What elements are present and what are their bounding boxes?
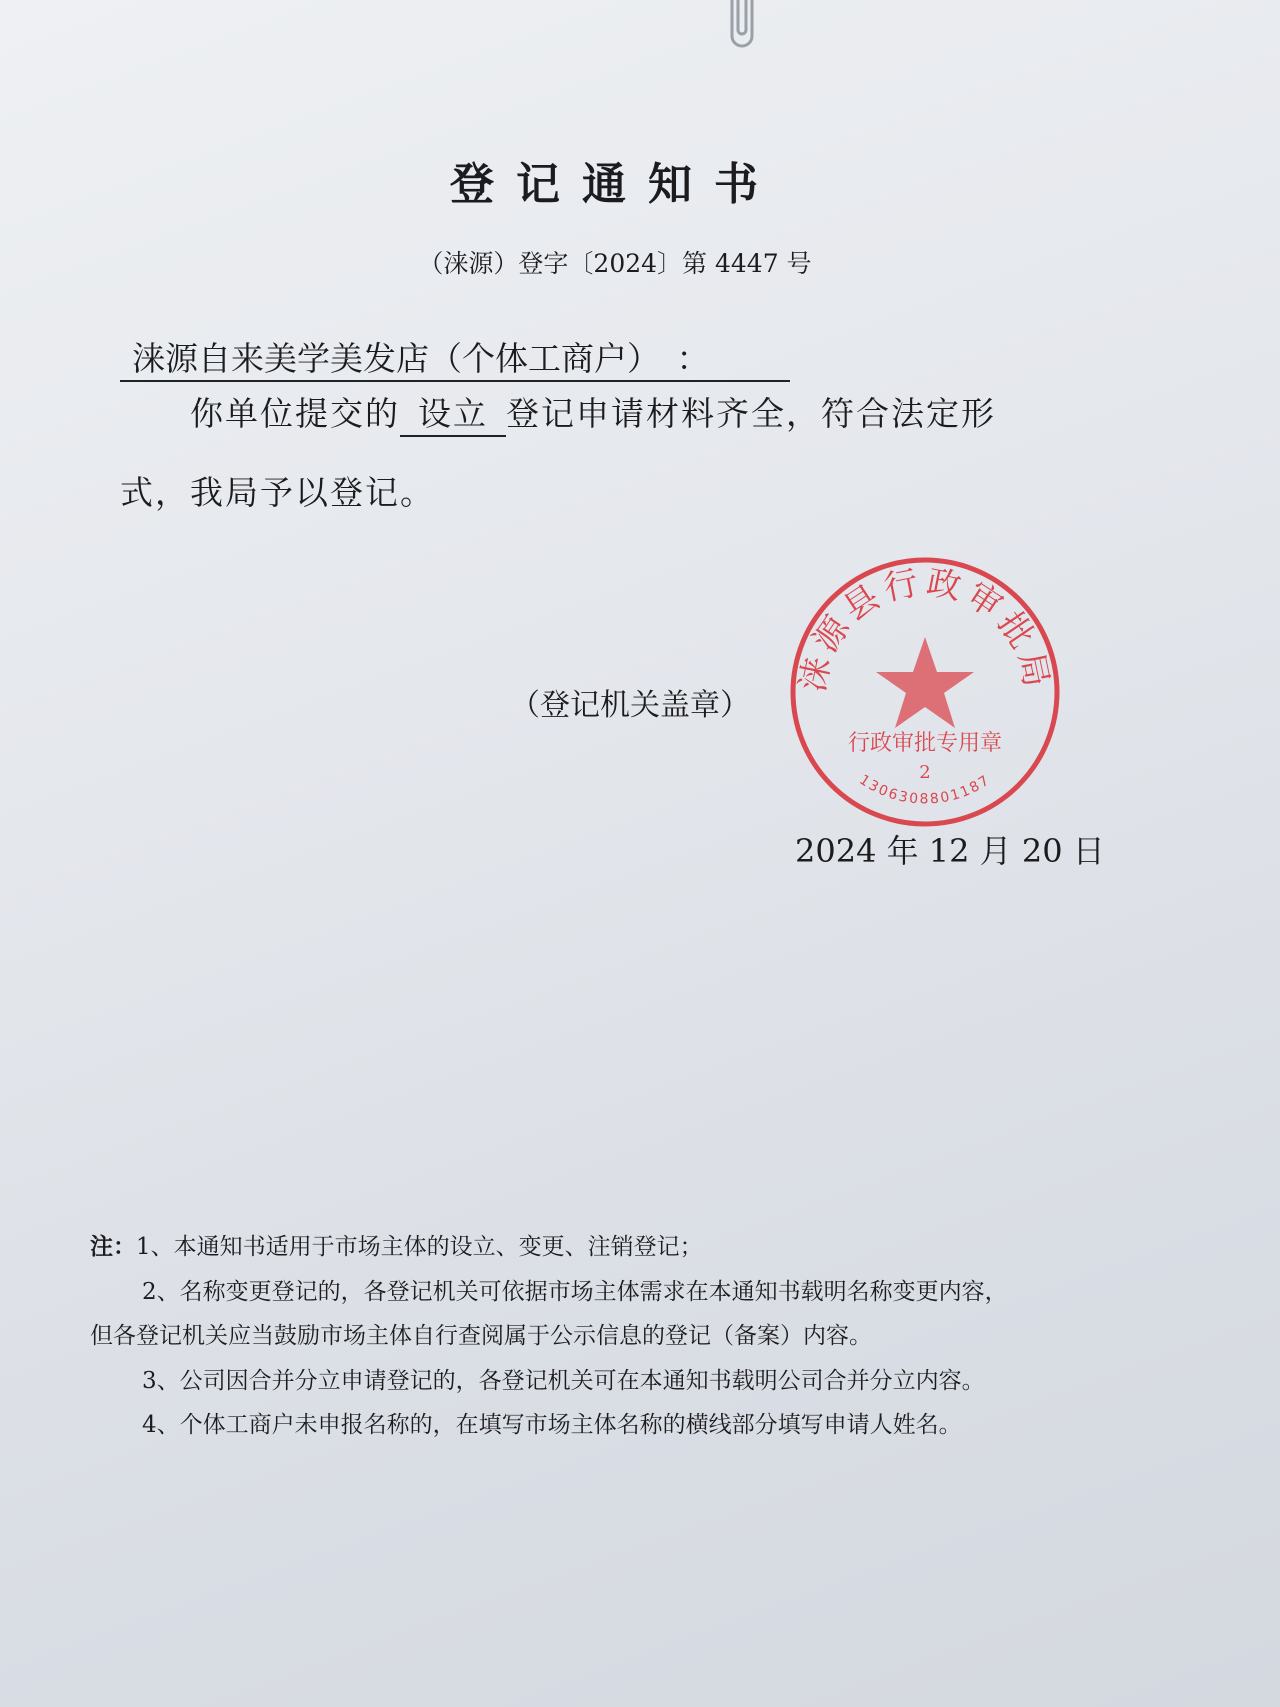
body-prefix: 你单位提交的: [190, 394, 400, 433]
seal-org-name: 涞源县行政审批局: [792, 562, 1058, 696]
seal-purpose: 行政审批专用章: [847, 731, 1003, 756]
seal-number: 2: [919, 762, 931, 783]
note-item: 但各登记机关应当鼓励市场主体自行查阅属于公示信息的登记（备案）内容。: [90, 1323, 872, 1349]
seal-note: （登记机关盖章）: [510, 688, 750, 723]
issue-date: 2024 年 12 月 20 日: [795, 832, 1105, 870]
document-number: （涞源）登字〔2024〕第 4447 号: [418, 249, 812, 278]
notes-section: [90, 1225, 1210, 1448]
note-item: 4、个体工商户未申报名称的，在填写市场主体名称的横线部分填写申请人姓名。: [142, 1412, 962, 1438]
body-suffix: 登记申请材料齐全，符合法定形: [506, 394, 996, 433]
document-title: 登记通知书: [450, 159, 780, 210]
paperclip-icon: [712, 0, 772, 52]
body-line-1: [190, 388, 996, 437]
star-icon: [876, 637, 974, 728]
registration-type: 设立: [400, 388, 506, 437]
official-seal: [785, 552, 1065, 832]
note-item: 2、名称变更登记的，各登记机关可依据市场主体需求在本通知书载明名称变更内容，: [142, 1278, 1008, 1305]
note-item: 1、本通知书适用于市场主体的设立、变更、注销登记；: [136, 1234, 703, 1260]
seal-code: 1306308801187: [856, 771, 994, 808]
addressee-name: 涞源自来美学美发店（个体工商户） ：: [120, 333, 790, 382]
note-item: 3、公司因合并分立申请登记的，各登记机关可在本通知书载明公司合并分立内容。: [142, 1367, 985, 1394]
notes-label: 注：: [90, 1233, 136, 1260]
body-line-2: 式，我局予以登记。: [120, 473, 435, 512]
